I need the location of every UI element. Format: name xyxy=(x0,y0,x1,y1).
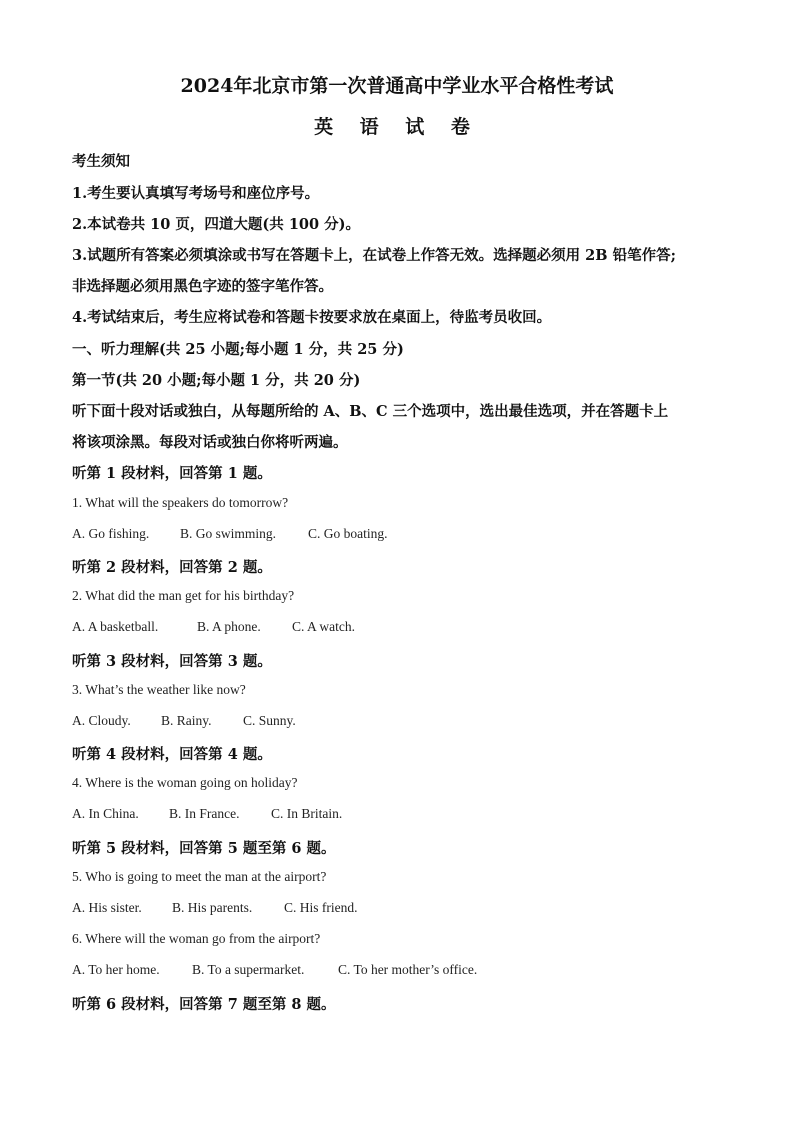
exam-title: 2024年北京市第一次普通高中学业水平合格性考试 xyxy=(180,75,614,97)
question-options xyxy=(72,806,342,822)
material-heading: 听第 4 段材料，回答第 4 题。 xyxy=(72,746,272,763)
question-options xyxy=(72,900,358,916)
option-a: A. To her home. xyxy=(72,962,160,977)
question-options xyxy=(72,962,477,978)
material-heading: 听第 1 段材料，回答第 1 题。 xyxy=(72,465,272,482)
option-c: C. His friend. xyxy=(284,900,358,915)
option-c: C. Sunny. xyxy=(243,713,296,728)
option-c: C. A watch. xyxy=(292,619,355,634)
notice-heading: 考生须知 xyxy=(72,153,130,170)
question-options xyxy=(72,713,296,729)
option-b: B. A phone. xyxy=(197,619,261,634)
material-heading: 听第 5 段材料，回答第 5 题至第 6 题。 xyxy=(72,840,336,857)
option-b: B. To a supermarket. xyxy=(192,962,305,977)
notice-item-3: 3.试题所有答案必须填涂或书写在答题卡上，在试卷上作答无效。选择题必须用 2B 铅笔作答; xyxy=(72,247,676,264)
instructions-line-1: 听下面十段对话或独白，从每题所给的 A、B、C 三个选项中，选出最佳选项，并在答题卡上 xyxy=(72,403,669,420)
question-options xyxy=(72,526,388,542)
notice-item-4: 4.考试结束后，考生应将试卷和答题卡按要求放在桌面上，待监考员收回。 xyxy=(72,309,552,326)
notice-item-1: 1.考生要认真填写考场号和座位序号。 xyxy=(72,185,320,202)
notice-item-2: 2.本试卷共 10 页，四道大题(共 100 分)。 xyxy=(72,216,360,233)
option-b: B. Go swimming. xyxy=(180,526,277,541)
option-a: A. In China. xyxy=(72,806,139,821)
question-stem: 3. What’s the weather like now? xyxy=(72,682,246,697)
option-a: A. A basketball. xyxy=(72,619,159,634)
question-stem: 1. What will the speakers do tomorrow? xyxy=(72,495,289,510)
question-options xyxy=(72,619,355,635)
option-c: C. In Britain. xyxy=(271,806,343,821)
option-b: B. His parents. xyxy=(172,900,253,915)
option-c: C. To her mother’s office. xyxy=(338,962,478,977)
material-heading: 听第 6 段材料，回答第 7 题至第 8 题。 xyxy=(72,996,336,1013)
part-heading: 一、听力理解(共 25 小题;每小题 1 分，共 25 分) xyxy=(72,341,404,358)
material-heading: 听第 2 段材料，回答第 2 题。 xyxy=(72,559,272,576)
option-a: A. His sister. xyxy=(72,900,142,915)
question-stem: 6. Where will the woman go from the airport? xyxy=(72,931,321,946)
question-stem: 2. What did the man get for his birthday? xyxy=(72,588,295,603)
exam-subtitle: 英 语 试 卷 xyxy=(314,116,480,138)
question-stem: 4. Where is the woman going on holiday? xyxy=(72,775,298,790)
option-b: B. Rainy. xyxy=(161,713,212,728)
option-a: A. Cloudy. xyxy=(72,713,131,728)
option-a: A. Go fishing. xyxy=(72,526,150,541)
option-c: C. Go boating. xyxy=(308,526,388,541)
notice-item-3-continued: 非选择题必须用黑色字迹的签字笔作答。 xyxy=(72,278,333,295)
subpart-heading: 第一节(共 20 小题;每小题 1 分，共 20 分) xyxy=(72,372,361,389)
question-stem: 5. Who is going to meet the man at the airport? xyxy=(72,869,327,884)
option-b: B. In France. xyxy=(169,806,240,821)
instructions-line-2: 将该项涂黑。每段对话或独白你将听两遍。 xyxy=(72,434,348,451)
material-heading: 听第 3 段材料，回答第 3 题。 xyxy=(72,653,272,670)
